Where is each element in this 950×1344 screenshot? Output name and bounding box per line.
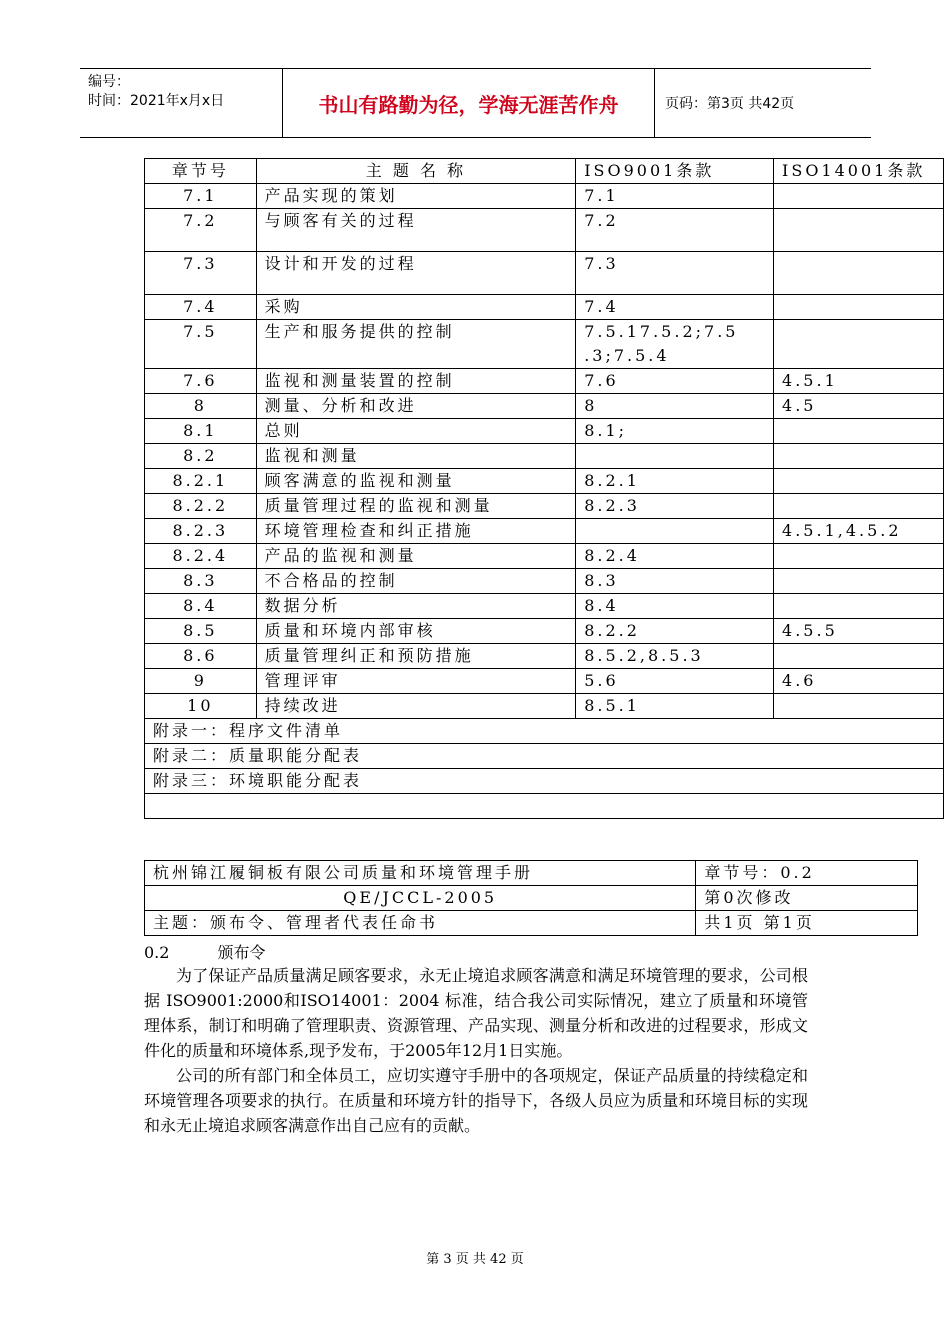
title-cell: 设计和开发的过程	[256, 252, 576, 295]
iso9001-cell: 8.5.2,8.5.3	[576, 644, 774, 669]
appendix-row	[145, 744, 944, 769]
table-row	[145, 619, 944, 644]
title-cell: 环境管理检查和纠正措施	[256, 519, 576, 544]
iso14001-cell	[774, 494, 944, 519]
title-cell: 采购	[256, 295, 576, 320]
appendix-item: 附录二：质量职能分配表	[145, 744, 944, 769]
column-header: 主 题 名 称	[256, 159, 576, 184]
iso14001-cell	[774, 209, 944, 252]
empty-row	[145, 794, 944, 819]
chapter-cell: 7.4	[145, 295, 257, 320]
header-motto: 书山有路勤为径，学海无涯苦作舟	[283, 69, 655, 137]
header-meta	[80, 69, 283, 137]
iso14001-cell	[774, 320, 944, 369]
iso9001-cell: 7.1	[576, 184, 774, 209]
manual-header-table	[144, 860, 918, 936]
title-cell: 生产和服务提供的控制	[256, 320, 576, 369]
table-row	[145, 320, 944, 369]
section-heading	[144, 940, 265, 963]
chapter-cell: 8.5	[145, 619, 257, 644]
iso9001-cell: 7.5.17.5.2;7.5 .3;7.5.4	[576, 320, 774, 369]
company-title: 杭州锦江履铜板有限公司质量和环境管理手册	[145, 861, 696, 886]
iso14001-cell: 4.5.5	[774, 619, 944, 644]
chapter-cell: 8.4	[145, 594, 257, 619]
document-code: QE/JCCL-2005	[145, 886, 696, 911]
iso14001-cell: 4.6	[774, 669, 944, 694]
title-cell: 持续改进	[256, 694, 576, 719]
paragraph: 公司的所有部门和全体员工，应切实遵守手册中的各项规定，保证产品质量的持续稳定和环境管理各项要求的执行。在质量和环境方针的指导下，各级人员应为质量和环境目标的实现和永无止境追求顾客满意作出自己应有的贡献。	[144, 1066, 808, 1135]
appendix-item: 附录一：程序文件清单	[145, 719, 944, 744]
column-header: ISO14001条款	[774, 159, 944, 184]
title-cell: 顾客满意的监视和测量	[256, 469, 576, 494]
title-cell: 产品的监视和测量	[256, 544, 576, 569]
section-number: 0.2	[144, 943, 170, 962]
iso9001-cell	[576, 444, 774, 469]
title-cell: 与顾客有关的过程	[256, 209, 576, 252]
iso9001-cell: 8.2.2	[576, 619, 774, 644]
iso9001-cell: 8.5.1	[576, 694, 774, 719]
chapter-cell: 8.2.3	[145, 519, 257, 544]
chapter-cell: 10	[145, 694, 257, 719]
table-row	[145, 469, 944, 494]
page-footer: 第 3 页 共 42 页	[426, 1252, 524, 1267]
table-row	[145, 494, 944, 519]
chapter-cell: 7.2	[145, 209, 257, 252]
iso9001-cell: 5.6	[576, 669, 774, 694]
iso9001-cell: 8.4	[576, 594, 774, 619]
table-row	[145, 886, 918, 911]
title-cell: 质量管理纠正和预防措施	[256, 644, 576, 669]
table-row	[145, 394, 944, 419]
iso14001-cell	[774, 469, 944, 494]
iso14001-cell	[774, 644, 944, 669]
title-cell: 数据分析	[256, 594, 576, 619]
title-cell: 测量、分析和改进	[256, 394, 576, 419]
iso9001-cell: 8.1;	[576, 419, 774, 444]
serial-label: 编号：	[88, 74, 130, 90]
table-row	[145, 184, 944, 209]
table-row	[145, 209, 944, 252]
chapter-cell: 8.2.2	[145, 494, 257, 519]
table-row	[145, 544, 944, 569]
chapter-cell: 7.1	[145, 184, 257, 209]
iso9001-cell	[576, 519, 774, 544]
iso9001-cell: 7.6	[576, 369, 774, 394]
table-row	[145, 569, 944, 594]
iso14001-cell	[774, 569, 944, 594]
iso14001-cell	[774, 694, 944, 719]
iso9001-cell: 8	[576, 394, 774, 419]
chapter-cell: 7.5	[145, 320, 257, 369]
appendix-row	[145, 769, 944, 794]
chapter-cell: 8.2	[145, 444, 257, 469]
title-cell: 管理评审	[256, 669, 576, 694]
iso14001-cell	[774, 544, 944, 569]
chapter-cell: 8	[145, 394, 257, 419]
iso14001-cell: 4.5	[774, 394, 944, 419]
iso14001-cell: 4.5.1,4.5.2	[774, 519, 944, 544]
table-row	[145, 669, 944, 694]
section-body	[144, 963, 808, 1138]
revision-number: 第0次修改	[696, 886, 918, 911]
page-count: 共1页 第1页	[696, 911, 918, 936]
title-cell: 不合格品的控制	[256, 569, 576, 594]
chapter-cell: 8.1	[145, 419, 257, 444]
chapter-cell: 9	[145, 669, 257, 694]
iso9001-cell: 7.2	[576, 209, 774, 252]
table-row	[145, 644, 944, 669]
chapter-cell: 8.2.4	[145, 544, 257, 569]
chapter-cell: 7.6	[145, 369, 257, 394]
contents-table	[144, 158, 944, 819]
table-row	[145, 694, 944, 719]
table-row	[145, 444, 944, 469]
appendix-row	[145, 719, 944, 744]
page-header	[80, 68, 871, 138]
iso14001-cell	[774, 444, 944, 469]
title-cell: 监视和测量	[256, 444, 576, 469]
empty-cell	[145, 794, 944, 819]
paragraph: 为了保证产品质量满足顾客要求，永无止境追求顾客满意和满足环境管理的要求，公司根据 ISO9001:2000和ISO14001：2004 标准，结合我公司实际情况，建立了质量和环境管理体系，制订和明确了管理职责、资源管理、产品实现、测量分析和改进的过程要求，形成文件化的质量和环境体系,现予发布，于2005年12月1日实施。	[144, 966, 808, 1060]
iso14001-cell	[774, 252, 944, 295]
chapter-cell: 8.6	[145, 644, 257, 669]
table-row	[145, 519, 944, 544]
table-row	[145, 369, 944, 394]
section-title: 颁布令	[217, 943, 266, 962]
title-cell: 产品实现的策划	[256, 184, 576, 209]
table-row	[145, 861, 918, 886]
title-cell: 质量管理过程的监视和测量	[256, 494, 576, 519]
iso9001-cell: 7.4	[576, 295, 774, 320]
iso14001-cell	[774, 184, 944, 209]
iso14001-cell	[774, 419, 944, 444]
iso9001-cell: 8.2.4	[576, 544, 774, 569]
table-row	[145, 419, 944, 444]
time-label: 时间：2021年x月x日	[88, 93, 225, 109]
column-header: ISO9001条款	[576, 159, 774, 184]
subject: 主题：颁布令、管理者代表任命书	[145, 911, 696, 936]
title-cell: 质量和环境内部审核	[256, 619, 576, 644]
title-cell: 监视和测量装置的控制	[256, 369, 576, 394]
iso9001-cell: 8.2.3	[576, 494, 774, 519]
table-row	[145, 911, 918, 936]
header-page-info: 页码：第3页 共42页	[665, 96, 795, 112]
iso14001-cell: 4.5.1	[774, 369, 944, 394]
appendix-item: 附录三：环境职能分配表	[145, 769, 944, 794]
column-header: 章节号	[145, 159, 257, 184]
iso14001-cell	[774, 295, 944, 320]
title-cell: 总则	[256, 419, 576, 444]
iso14001-cell	[774, 594, 944, 619]
iso9001-cell: 8.2.1	[576, 469, 774, 494]
chapter-number: 章节号：0.2	[696, 861, 918, 886]
table-header-row	[145, 159, 944, 184]
chapter-cell: 8.3	[145, 569, 257, 594]
chapter-cell: 7.3	[145, 252, 257, 295]
table-row	[145, 594, 944, 619]
iso9001-cell: 8.3	[576, 569, 774, 594]
table-row	[145, 252, 944, 295]
iso9001-cell: 7.3	[576, 252, 774, 295]
table-row	[145, 295, 944, 320]
chapter-cell: 8.2.1	[145, 469, 257, 494]
